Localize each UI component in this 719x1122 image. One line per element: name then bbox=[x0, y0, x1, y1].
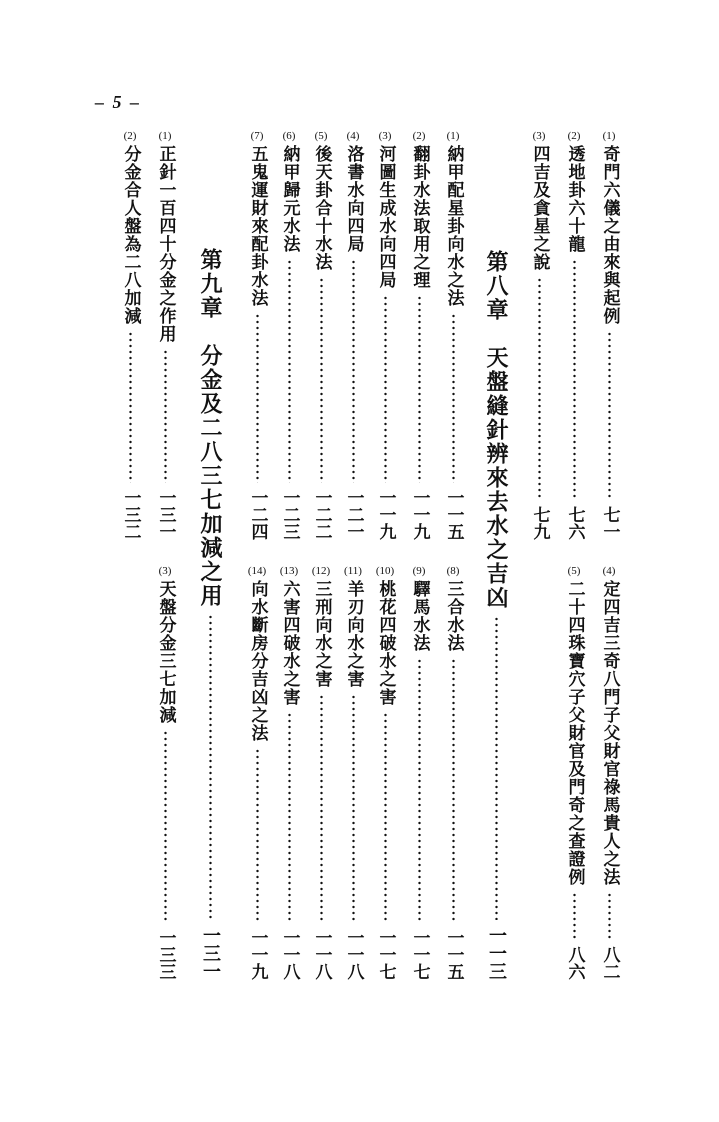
toc-entry bbox=[304, 565, 338, 980]
entry-title: 桃花四破水之害 bbox=[375, 580, 396, 706]
entry-title: 五鬼運財來配卦水法 bbox=[247, 145, 268, 307]
toc-entry bbox=[304, 130, 338, 540]
toc-entry bbox=[336, 130, 370, 540]
entry-number: (2) bbox=[123, 130, 137, 142]
entry-number: (6) bbox=[282, 130, 296, 142]
dot-leader bbox=[418, 295, 421, 483]
entry-page: 一二一 bbox=[343, 489, 364, 540]
dot-leader bbox=[352, 259, 355, 483]
chapter-title: 第九章 分金及二八三七加減之用 bbox=[197, 248, 223, 608]
chapter-heading-8 bbox=[479, 250, 513, 980]
entry-title: 分金合人盤為二八加減 bbox=[120, 145, 141, 325]
entry-page: 一一五 bbox=[443, 929, 464, 980]
entry-title: 河圖生成水向四局 bbox=[375, 145, 396, 289]
toc-entry bbox=[592, 565, 626, 980]
entry-number: (2) bbox=[567, 130, 581, 142]
toc-entry bbox=[240, 130, 274, 540]
toc-entry bbox=[402, 130, 436, 540]
entry-number: (14) bbox=[247, 565, 267, 577]
entry-number: (13) bbox=[279, 565, 299, 577]
dot-leader bbox=[608, 892, 611, 940]
dot-leader bbox=[452, 313, 455, 483]
entry-number: (11) bbox=[344, 565, 362, 577]
dot-leader bbox=[418, 658, 421, 923]
entry-page: 八二 bbox=[599, 946, 620, 980]
toc-entry bbox=[557, 130, 591, 540]
entry-number: (5) bbox=[567, 565, 581, 577]
entry-page: 一一八 bbox=[311, 929, 332, 980]
entry-title: 透地卦六十龍 bbox=[564, 145, 585, 253]
toc-entry bbox=[148, 565, 182, 980]
entry-number: (3) bbox=[378, 130, 392, 142]
entry-number: (9) bbox=[412, 565, 426, 577]
entry-number: (12) bbox=[311, 565, 331, 577]
dot-leader bbox=[320, 277, 323, 483]
entry-page: 一三三 bbox=[155, 929, 176, 980]
dot-leader bbox=[288, 259, 291, 483]
entry-page: 七六 bbox=[564, 506, 585, 540]
toc-entry bbox=[557, 565, 591, 980]
entry-title: 三刑向水之害 bbox=[311, 580, 332, 688]
toc-entry bbox=[113, 130, 147, 540]
entry-title: 納甲配星卦向水之法 bbox=[443, 145, 464, 307]
entry-title: 六害四破水之害 bbox=[279, 580, 300, 706]
dot-leader bbox=[352, 694, 355, 923]
toc-entry bbox=[240, 565, 274, 980]
toc-entry bbox=[368, 130, 402, 540]
chapter-page: 一三一 bbox=[200, 926, 221, 980]
entry-title: 向水斷房分吉凶之法 bbox=[247, 580, 268, 742]
entry-page: 七一 bbox=[599, 506, 620, 540]
dot-leader bbox=[164, 349, 167, 483]
entry-title: 四吉及貪星之說 bbox=[529, 145, 550, 271]
toc-entry bbox=[148, 130, 182, 540]
dot-leader bbox=[573, 259, 576, 500]
dot-leader bbox=[209, 614, 212, 920]
entry-title: 納甲歸元水法 bbox=[279, 145, 300, 253]
entry-number: (1) bbox=[602, 130, 616, 142]
entry-page: 一一八 bbox=[343, 929, 364, 980]
entry-page: 一一九 bbox=[409, 489, 430, 540]
toc-entry bbox=[436, 130, 470, 540]
entry-number: (3) bbox=[158, 565, 172, 577]
dot-leader bbox=[256, 313, 259, 483]
entry-title: 奇門六儀之由來與起例 bbox=[599, 145, 620, 325]
dot-leader bbox=[384, 712, 387, 923]
entry-title: 正針一百四十分金之作用 bbox=[155, 145, 176, 343]
entry-page: 一一九 bbox=[247, 929, 268, 980]
toc-entry bbox=[592, 130, 626, 540]
toc-entry bbox=[522, 130, 556, 540]
dot-leader bbox=[608, 331, 611, 500]
entry-number: (4) bbox=[346, 130, 360, 142]
dot-leader bbox=[495, 616, 498, 920]
toc-entry bbox=[368, 565, 402, 980]
chapter-page: 一一三 bbox=[486, 926, 507, 980]
dot-leader bbox=[452, 658, 455, 923]
entry-page: 一一八 bbox=[279, 929, 300, 980]
dot-leader bbox=[129, 331, 132, 483]
toc-entry bbox=[402, 565, 436, 980]
dot-leader bbox=[573, 892, 576, 940]
entry-title: 翻卦水法取用之理 bbox=[409, 145, 430, 289]
entry-page: 一一七 bbox=[409, 929, 430, 980]
entry-title: 二十四珠寶穴子父財官及門奇之查證例 bbox=[564, 580, 585, 886]
dot-leader bbox=[288, 712, 291, 923]
dot-leader bbox=[256, 748, 259, 923]
entry-page: 一一五 bbox=[443, 489, 464, 540]
toc-entry bbox=[272, 130, 306, 540]
toc-entry bbox=[436, 565, 470, 980]
entry-number: (5) bbox=[314, 130, 328, 142]
chapter-heading-9 bbox=[193, 248, 227, 980]
toc-entry bbox=[272, 565, 306, 980]
entry-title: 天盤分金三七加減 bbox=[155, 580, 176, 724]
entry-number: (1) bbox=[446, 130, 460, 142]
dot-leader bbox=[538, 277, 541, 500]
entry-title: 三合水法 bbox=[443, 580, 464, 652]
entry-page: 一二三 bbox=[279, 489, 300, 540]
page-number: – 5 – bbox=[95, 92, 141, 112]
entry-page: 一二四 bbox=[247, 489, 268, 540]
entry-page: 八六 bbox=[564, 946, 585, 980]
dot-leader bbox=[164, 730, 167, 923]
entry-number: (7) bbox=[250, 130, 264, 142]
entry-title: 羊刃向水之害 bbox=[343, 580, 364, 688]
entry-title: 洛書水向四局 bbox=[343, 145, 364, 253]
toc-entry bbox=[336, 565, 370, 980]
entry-number: (10) bbox=[375, 565, 395, 577]
entry-number: (1) bbox=[158, 130, 172, 142]
entry-page: 一三二 bbox=[120, 489, 141, 540]
dot-leader bbox=[320, 694, 323, 923]
entry-number: (4) bbox=[602, 565, 616, 577]
entry-title: 定四吉三奇八門子父財官祿馬貴人之法 bbox=[599, 580, 620, 886]
entry-page: 一一九 bbox=[375, 489, 396, 540]
entry-number: (3) bbox=[532, 130, 546, 142]
chapter-title: 第八章 天盤縫針辨來去水之吉凶 bbox=[483, 250, 509, 610]
entry-page: 一三一 bbox=[155, 489, 176, 540]
entry-number: (2) bbox=[412, 130, 426, 142]
entry-page: 七九 bbox=[529, 506, 550, 540]
entry-page: 一一七 bbox=[375, 929, 396, 980]
entry-page: 一二二 bbox=[311, 489, 332, 540]
dot-leader bbox=[384, 295, 387, 483]
entry-title: 驛馬水法 bbox=[409, 580, 430, 652]
entry-number: (8) bbox=[446, 565, 460, 577]
entry-title: 後天卦合十水法 bbox=[311, 145, 332, 271]
